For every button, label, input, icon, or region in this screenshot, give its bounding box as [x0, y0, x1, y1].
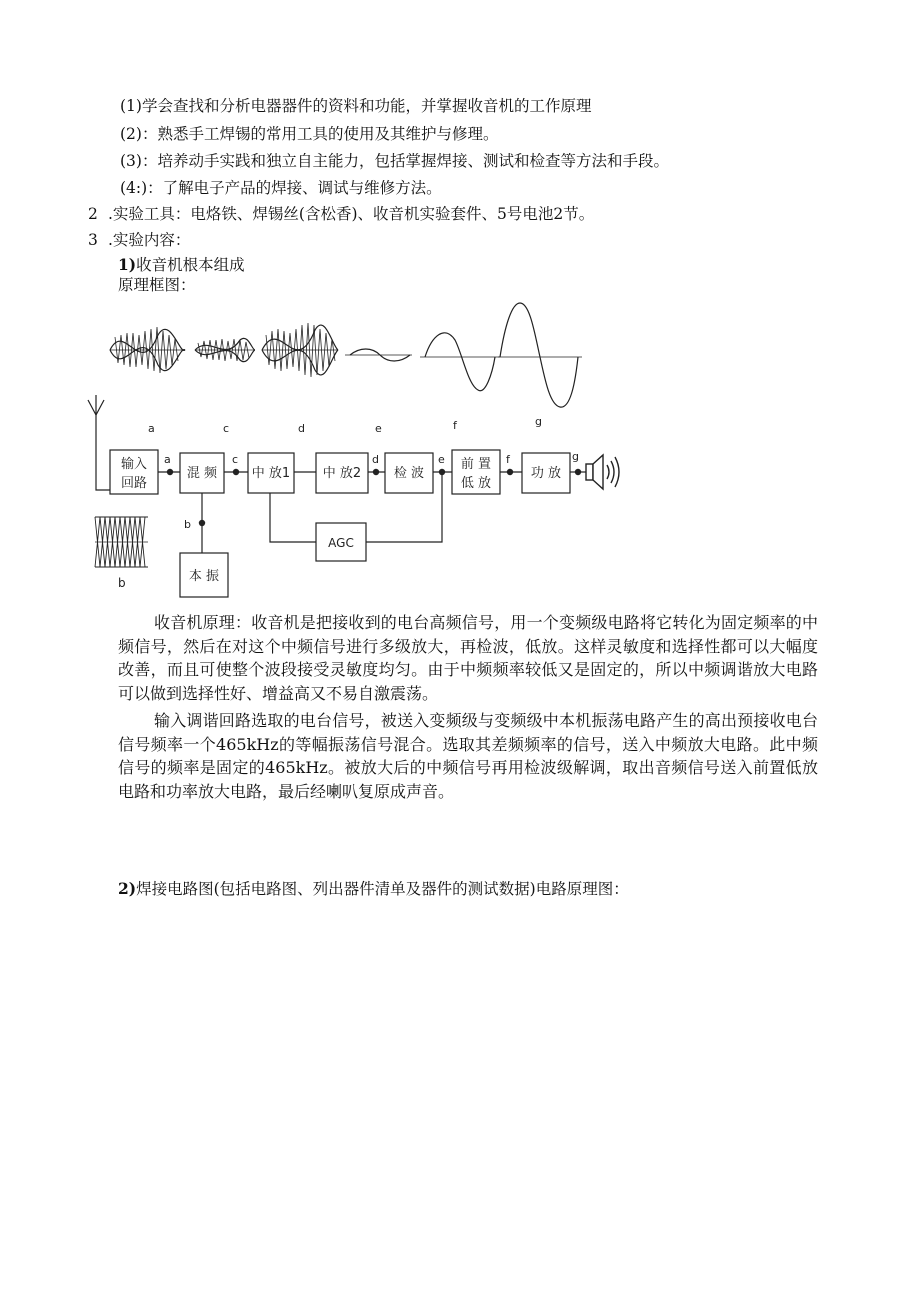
block-if2-label: 中 放2 — [322, 466, 362, 481]
block-osc-label: 本 振 — [188, 569, 220, 584]
block-detector-label: 检 波 — [393, 466, 425, 481]
top-label-a: a — [148, 422, 155, 435]
waveform-a — [110, 327, 185, 373]
waveform-b — [95, 517, 148, 567]
block-agc-label: AGC — [328, 536, 354, 550]
waveform-e — [345, 349, 412, 361]
paragraph-signal-flow: 输入调谐回路选取的电台信号，被送入变频级与变频级中本机振荡电路产生的高出预接收电台信号频率一个465kHz的等幅振荡信号混合。选取其差频频率的信号，送入中频放大电路。此中频信号的频率是固定的465kHz。被放大后的中频信号再用检波级解调，取出音频信号送入前置低放电路和功率放大电路，最后经喇叭复原成声音。 — [118, 711, 818, 801]
block-power-label: 功 放 — [530, 466, 562, 481]
section-2-text: .实验工具：电烙铁、焊锡丝(含松香)、收音机实验套件、5号电池2节。 — [108, 205, 595, 223]
radio-block-diagram — [0, 295, 920, 605]
speaker-icon — [586, 455, 619, 489]
waveform-c — [195, 338, 255, 361]
node-label-a: a — [164, 453, 171, 466]
section-2-number: 2 — [88, 205, 98, 223]
block-preamp-line2: 低 放 — [460, 476, 492, 491]
top-label-g: g — [535, 415, 542, 428]
bottom-label-b: b — [118, 576, 126, 590]
node-label-c: c — [232, 453, 239, 466]
top-label-d: d — [298, 422, 305, 435]
subsection-1-number: 1) — [118, 255, 137, 274]
goal-2: (2)：熟悉手工焊锡的常用工具的使用及其维护与修理。 — [120, 125, 499, 143]
waveform-d — [262, 323, 338, 377]
waveform-f — [420, 333, 500, 391]
node-label-e: e — [438, 453, 445, 466]
block-input-line1: 输入 — [120, 457, 148, 472]
waveform-g — [498, 303, 582, 407]
top-label-f: f — [453, 419, 457, 432]
goal-1: (1)学会查找和分析电器器件的资料和功能，并掌握收音机的工作原理 — [120, 97, 592, 115]
subsection-1-title: 收音机根本组成 — [136, 256, 245, 274]
subsection-2-heading — [118, 879, 629, 899]
node-label-f: f — [506, 453, 510, 466]
subsection-1-heading — [118, 255, 245, 275]
section-3-number: 3 — [88, 231, 98, 249]
subsection-2-title: 焊接电路图(包括电路图、列出器件清单及器件的测试数据)电路原理图： — [136, 880, 629, 898]
goal-4: (4:)：了解电子产品的焊接、调试与维修方法。 — [120, 179, 442, 197]
section-3-text: .实验内容： — [108, 231, 191, 249]
top-label-c: c — [223, 422, 230, 435]
goal-3: (3)：培养动手实践和独立自主能力，包括掌握焊接、测试和检查等方法和手段。 — [120, 152, 669, 170]
top-label-e: e — [375, 422, 382, 435]
block-mixer-label: 混 频 — [186, 466, 218, 481]
node-label-g: g — [572, 450, 579, 463]
subsection-2-number: 2) — [118, 879, 137, 898]
diagram-caption: 原理框图： — [118, 276, 196, 294]
antenna-icon — [88, 395, 110, 490]
block-preamp-line1: 前 置 — [460, 457, 492, 472]
block-input-line2: 回路 — [120, 476, 148, 491]
paragraph-radio-principle: 收音机原理：收音机是把接收到的电台高频信号，用一个变频级电路将它转化为固定频率的中频信号，然后在对这个中频信号进行多级放大，再检波，低放。这样灵敏度和选择性都可以大幅度改善，而且可使整个波段接受灵敏度均匀。由于中频频率较低又是固定的，所以中频调谐放大电路可以做到选择性好、增益高又不易自激震荡。 — [118, 613, 818, 703]
node-label-d: d — [372, 453, 379, 466]
block-if1-label: 中 放1 — [251, 466, 291, 481]
node-label-b: b — [184, 518, 191, 531]
